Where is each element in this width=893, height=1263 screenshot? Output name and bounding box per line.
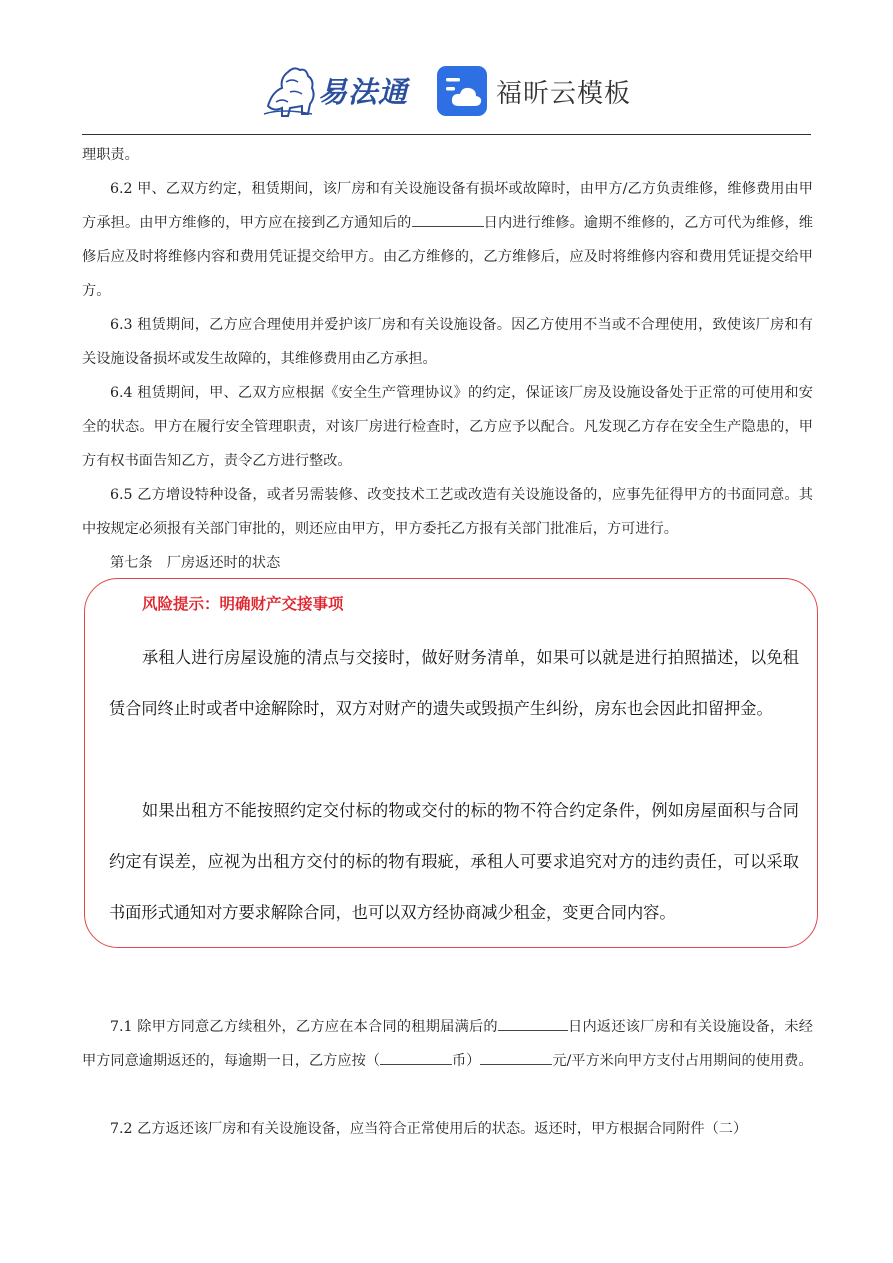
logo-yifatong: 易法通 (318, 75, 409, 109)
blank-currency (380, 1050, 452, 1065)
para-7-1-text-b: 日内返还该厂房和有关设施设备，未经甲方同意逾期返还的，每逾期一日，乙方应按（ (82, 1019, 813, 1069)
blank-days-repair (412, 212, 484, 227)
para-6-5: 6.5 乙方增设特种设备，或者另需装修、改变技术工艺或改造有关设施设备的，应事先征得甲方的书面同意。其中按规定必须报有关部门审批的，则还应由甲方，甲方委托乙方报有关部门批准后，方可进行。 (82, 487, 813, 537)
article-7-heading: 第七条 厂房返还时的状态 (110, 555, 281, 571)
para-7-1 (82, 1010, 813, 1078)
para-6-2-text-b: 日内进行维修。逾期不维修的，乙方可代为维修，维修后应及时将维修内容和费用凭证提交给甲方。由乙方维修的，乙方维修后，应及时将维修内容和费用凭证提交给甲方。 (82, 215, 813, 299)
fuxin-cloud-icon (437, 66, 487, 116)
blank-days-return (498, 1016, 568, 1031)
para-7-1-text-a: 7.1 除甲方同意乙方续租外，乙方应在本合同的租期届满后的 (110, 1019, 498, 1035)
para-6-2 (82, 172, 813, 308)
risk-notice-para-2: 如果出租方不能按照约定交付标的物或交付的标的物不符合约定条件，例如房屋面积与合同约定有误差，应视为出租方交付的标的物有瑕疵，承租人可要求追究对方的违约责任，可以采取书面形式通知对方要求解除合同，也可以双方经协商减少租金，变更合同内容。 (109, 801, 799, 922)
header-divider (82, 134, 811, 135)
risk-notice-title: 风险提示：明确财产交接事项 (142, 595, 344, 613)
blank-amount (480, 1050, 552, 1065)
para-7-2: 7.2 乙方返还该厂房和有关设施设备，应当符合正常使用后的状态。返还时，甲方根据合同附件（二） (110, 1121, 748, 1137)
risk-notice-para-1: 承租人进行房屋设施的清点与交接时，做好财务清单，如果可以就是进行拍照描述，以免租赁合同终止时或者中途解除时，双方对财产的遗失或毁损产生纠纷，房东也会因此扣留押金。 (109, 648, 799, 718)
para-7-1-text-d: 元/平方米向甲方支付占用期间的使用费。 (552, 1053, 813, 1069)
para-6-3: 6.3 租赁期间，乙方应合理使用并爱护该厂房和有关设施设备。因乙方使用不当或不合理使用，致使该厂房和有关设施设备损坏或发生故障的，其维修费用由乙方承担。 (82, 317, 813, 367)
logo-fuxin: 福昕云模板 (496, 79, 632, 109)
page-header (0, 0, 893, 135)
para-7-1-text-c: 币） (451, 1053, 481, 1069)
para-6-2-text-a: 6.2 甲、乙双方约定，租赁期间，该厂房和有关设施设备有损坏或故障时，由甲方/乙方负责维修，维修费用由甲方承担。由甲方维修的，甲方应在接到乙方通知后的 (82, 181, 813, 231)
para-6-4: 6.4 租赁期间，甲、乙双方应根据《安全生产管理协议》的约定，保证该厂房及设施设备处于正常的可使用和安全的状态。甲方在履行安全管理职责，对该厂房进行检查时，乙方应予以配合。凡发现乙方存在安全生产隐患的，甲方有权书面告知乙方，责令乙方进行整改。 (82, 385, 813, 469)
para-continued: 理职责。 (82, 147, 139, 163)
